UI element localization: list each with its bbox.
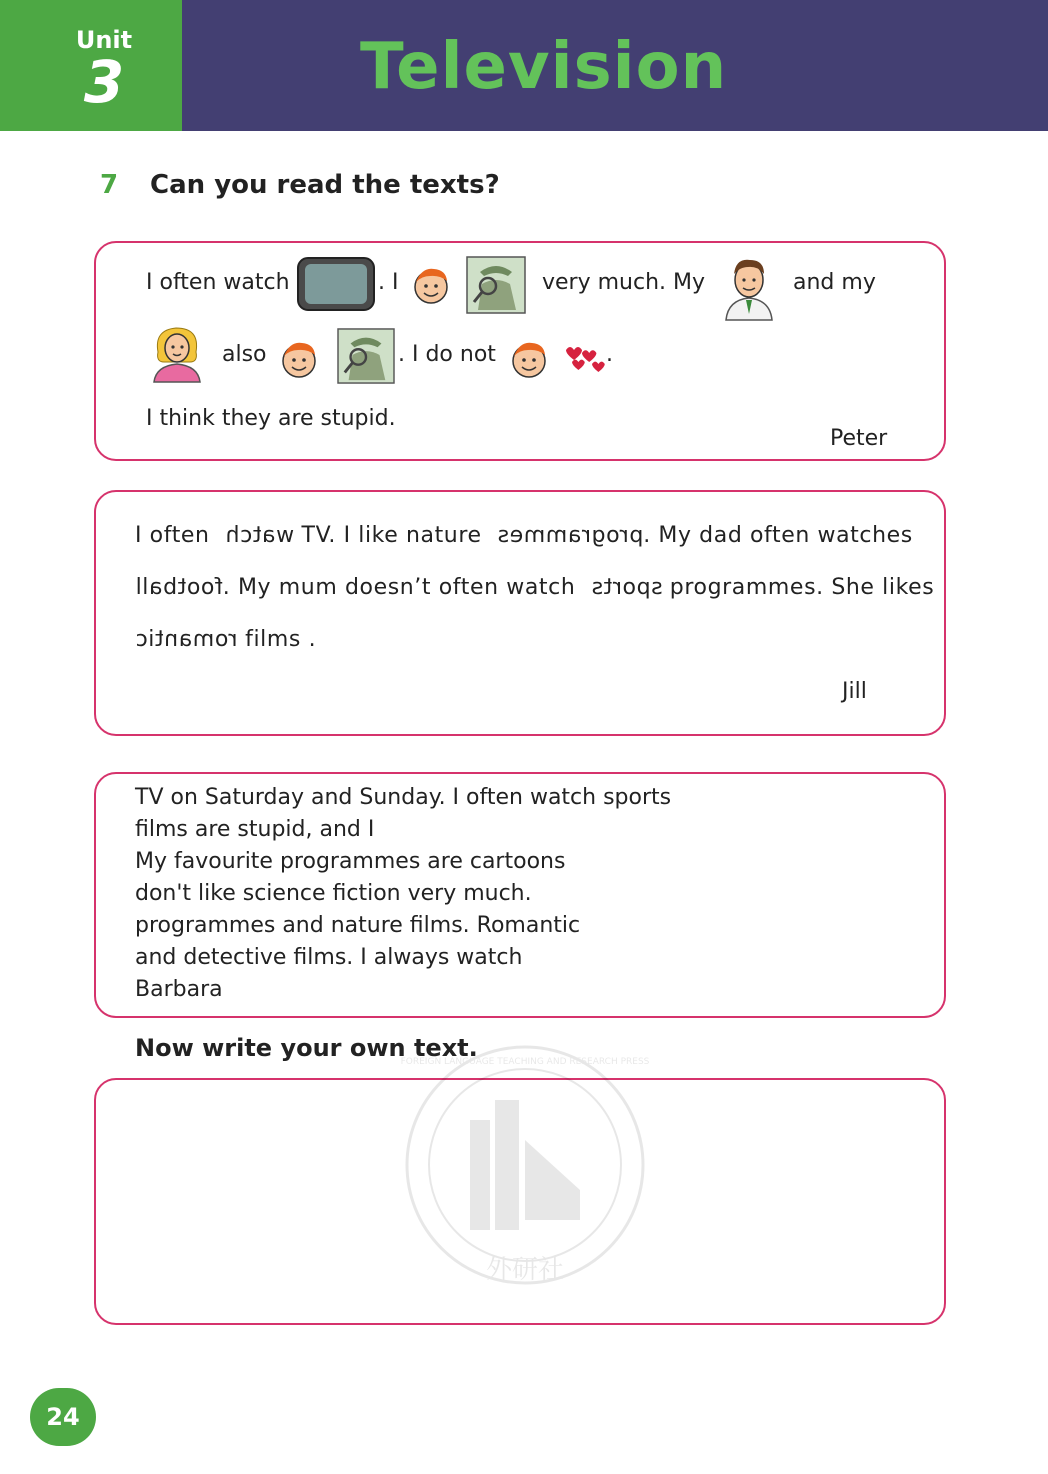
unit-label: Unit [75, 26, 133, 54]
barbara-signature: Barbara [135, 977, 223, 1002]
jill-mirrored-word-2: programmes [496, 523, 644, 548]
jill-mirrored-word-3: football [135, 575, 223, 600]
father-icon [720, 254, 778, 322]
jill-text-2b: . My mum doesn’t often watch [222, 575, 576, 600]
barbara-line-3: My favourite programmes are cartoons [135, 849, 566, 874]
write-section-title: Now write your own text. [135, 1034, 478, 1062]
jill-line-3 [135, 627, 316, 652]
jill-mirrored-word-5: romantic [135, 627, 238, 652]
jill-signature: Jill [842, 679, 867, 704]
peter-text-7: . [606, 342, 613, 367]
jill-text-1b: TV. I like nature [301, 523, 482, 548]
barbara-line-6: and detective films. I always watch [135, 945, 523, 970]
peter-text-5: also [222, 342, 267, 367]
peter-text-4: and my [793, 270, 876, 295]
barbara-line-2: films are stupid, and I [135, 817, 375, 842]
jill-text-2c: programmes. She likes [669, 575, 935, 600]
exercise-number: 7 [100, 170, 119, 200]
publisher-watermark [400, 1040, 650, 1290]
page-title: Television [360, 30, 728, 104]
boy-face-icon-2 [278, 338, 320, 380]
jill-text-1a: I often [135, 523, 210, 548]
barbara-line-1: TV on Saturday and Sunday. I often watch sports [135, 785, 672, 810]
peter-text-8: I think they are stupid. [146, 406, 396, 431]
exercise-title: Can you read the texts? [150, 170, 500, 200]
peter-signature: Peter [830, 426, 888, 451]
jill-text-3b: films . [245, 627, 317, 652]
watermark-chinese: 外研社 [485, 1255, 565, 1285]
peter-text-1: I often watch [146, 270, 290, 295]
hearts-icon [564, 340, 610, 376]
peter-text-3: very much. My [542, 270, 706, 295]
tv-icon [296, 256, 376, 312]
watermark-text: FOREIGN LANGUAGE TEACHING AND RESEARCH PRESS [400, 1057, 650, 1067]
jill-mirrored-word-4: sports [590, 575, 663, 600]
barbara-line-5: programmes and nature films. Romantic [135, 913, 581, 938]
mother-icon [146, 322, 208, 384]
peter-text-6: . I do not [398, 342, 496, 367]
page-number: 24 [30, 1388, 96, 1446]
unit-number: 3 [83, 48, 125, 116]
jill-mirrored-word-1: watch [224, 523, 294, 548]
detective-picture-icon-2 [336, 328, 396, 384]
boy-face-icon-3 [508, 338, 550, 380]
jill-line-1 [135, 523, 913, 548]
barbara-line-4: don't like science fiction very much. [135, 881, 532, 906]
peter-text-2: . I [378, 270, 399, 295]
jill-line-2 [135, 575, 934, 600]
detective-picture-icon [466, 256, 526, 314]
boy-face-icon [410, 264, 452, 306]
unit-badge [0, 0, 182, 131]
jill-text-1c: . My dad often watches [643, 523, 913, 548]
